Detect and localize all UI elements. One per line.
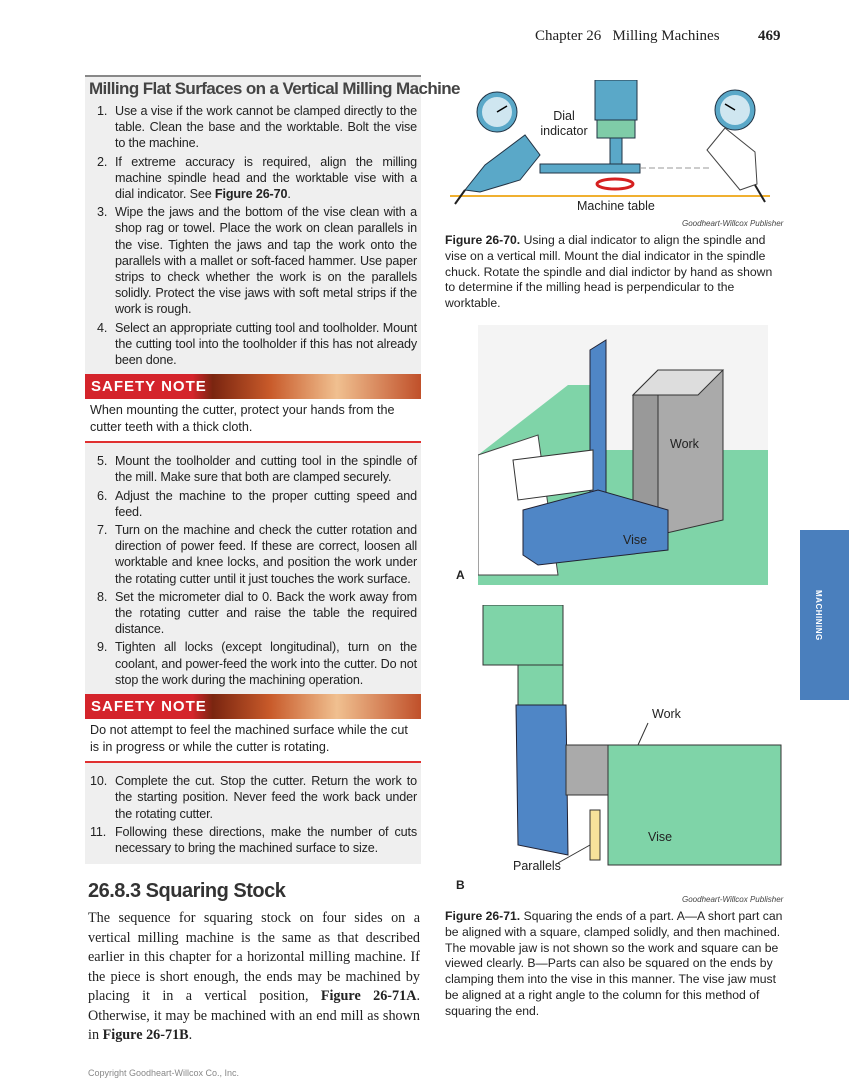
list-item <box>85 639 417 688</box>
safety-text: When mounting the cutter, protect your hands from the cutter teeth with a thick cloth. <box>85 399 421 443</box>
procedure-box <box>85 75 460 864</box>
step-text: Select an appropriate cutting tool and toolholder. Mount the cutting tool into the toolholder if this has not already been done. <box>115 320 417 368</box>
step-text: If extreme accuracy is required, align the milling machine spindle head and the worktable vise with a dial indicator. See <box>115 154 417 202</box>
list-item <box>85 320 417 369</box>
side-tab-label: MACHINING <box>814 590 823 641</box>
safety-text: Do not attempt to feel the machined surface while the cut is in progress or while the cutter is rotating. <box>85 719 421 763</box>
step-number: 1. <box>97 104 108 118</box>
chapter-label: Chapter 26 <box>535 28 602 44</box>
label-vise: Vise <box>648 830 673 844</box>
chapter-side-tab <box>800 530 849 700</box>
caption-number: Figure 26-71. <box>445 909 521 923</box>
figure-26-70-caption <box>445 233 785 312</box>
steps-list-2 <box>85 453 421 688</box>
step-text: Turn on the machine and check the cutter rotation and direction of power feed. If these are correct, loosen all worktable and knee locks, and position the work under the rotating cutter until it just touches the work surface. <box>115 523 417 586</box>
step-text: Adjust the machine to the proper cutting speed and feed. <box>115 488 417 519</box>
figure-credit: Goodheart-Willcox Publisher <box>682 219 784 228</box>
section-title: Squaring Stock <box>145 880 286 903</box>
list-item <box>85 154 417 203</box>
body-text: The sequence for squaring stock on four sides on a vertical milling machine is the same as that described earlier in this chapter for a horizontal milling machine. If the piece is short enough, the ends may be machined by placing it in a vertical position, <box>88 910 420 1005</box>
list-item <box>85 204 417 317</box>
step-number: 10. <box>90 774 108 789</box>
step-number: 2. <box>97 154 108 169</box>
list-item <box>85 453 417 485</box>
steps-list-1 <box>85 103 421 368</box>
section-number: 26.8.3 <box>88 880 141 903</box>
step-text: Following these directions, make the number of cuts necessary to bring the machined surface to size. <box>115 824 417 855</box>
label-work: Work <box>652 707 681 721</box>
body-text: . Otherwise, it may be machined with an end mill as shown in <box>88 988 420 1044</box>
safety-banner <box>85 694 421 719</box>
running-header <box>535 28 781 45</box>
dial-gauge-left-icon <box>477 92 517 132</box>
figure-ref[interactable]: Figure 26-71B <box>102 1027 189 1044</box>
figure-ref[interactable]: Figure 26-70 <box>214 187 288 202</box>
safety-note-1 <box>85 374 421 443</box>
section-heading <box>88 880 421 903</box>
figure-26-70-illustration <box>445 80 780 215</box>
label-machine-table: Machine table <box>577 199 655 213</box>
list-item <box>85 589 417 638</box>
copyright-footer: Copyright Goodheart-Willcox Co., Inc. <box>88 1067 240 1078</box>
list-item <box>85 773 417 822</box>
step-text: Mount the toolholder and cutting tool in the spindle of the mill. Make sure that both are clamped securely. <box>115 454 417 485</box>
safety-note-2 <box>85 694 421 763</box>
chapter-title: Milling Machines <box>612 28 720 44</box>
caption-number: Figure 26-70. <box>445 233 521 247</box>
step-text: . <box>287 187 291 202</box>
step-number: 5. <box>97 454 108 469</box>
label-work: Work <box>670 437 699 451</box>
caption-text: Squaring the ends of a part. A—A short part can be aligned with a square, clamped solidly, and then machined. The movable jaw is not shown so the work and square can be viewed clearly. B—Parts can also be squared on the ends by clamping them into the vise in this manner. The vise jaw must be aligned at a right angle to the column for this method of squaring the end. <box>445 909 783 1018</box>
step-text: Tighten all locks (except longitudinal), turn on the coolant, and power-feed the work into the cutter. Do not stop the work during the machining operation. <box>115 640 417 687</box>
section-body <box>88 909 420 1046</box>
figure-26-71b-illustration <box>478 605 783 875</box>
caption-text: Using a dial indicator to align the spindle and vise on a vertical mill. Mount the dial indicator in the spindle chuck. Rotate the spindle and dial indictor by hand as shown to determine if the milling head is perpendicular to the worktable. <box>445 233 773 311</box>
safety-banner <box>85 374 421 399</box>
figure-26-71-caption <box>445 909 785 1020</box>
step-text: Use a vise if the work cannot be clamped directly to the table. Clean the base and the worktable. Bolt the vise to the machine. <box>115 104 417 151</box>
steps-list-3 <box>85 773 421 856</box>
list-item <box>85 522 417 587</box>
label-vise: Vise <box>623 533 648 547</box>
page-number: 469 <box>758 28 781 44</box>
label-dial-indicator: Dial indicator <box>540 109 588 138</box>
step-number: 6. <box>97 488 108 503</box>
list-item <box>85 103 417 152</box>
label-parallels: Parallels <box>513 859 561 873</box>
left-column <box>85 75 460 1078</box>
label-b: B <box>456 878 465 892</box>
step-text: Wipe the jaws and the bottom of the vise clean with a shop rag or towel. Place the work on clean parallels in the vise. Tighten the jaws and tap the work onto the parallels with a mallet or soft-faced hammer. Use paper strips to check whether the work is on the parallels solidly. Protect the vise jaws with soft metal strips if the work is rough. <box>115 205 417 317</box>
list-item <box>85 824 417 856</box>
step-number: 3. <box>97 205 108 220</box>
label-a: A <box>456 568 465 582</box>
step-text: Complete the cut. Stop the cutter. Return the work to the starting position. Never feed the work back under the rotating cutter. <box>115 774 417 821</box>
step-number: 4. <box>97 320 108 335</box>
body-text: . <box>188 1027 193 1044</box>
step-number: 8. <box>97 589 108 604</box>
step-number: 9. <box>97 640 108 655</box>
step-number: 7. <box>97 523 108 538</box>
step-text: Set the micrometer dial to 0. Back the work away from the rotating cutter and raise the table the required distance. <box>115 589 417 637</box>
list-item <box>85 488 417 520</box>
step-number: 11. <box>90 824 107 839</box>
safety-label: SAFETY NOTE <box>91 378 207 396</box>
dial-gauge-right-icon <box>715 90 755 130</box>
figure-credit: Goodheart-Willcox Publisher <box>682 895 784 904</box>
figure-ref[interactable]: Figure 26-71A <box>320 988 417 1005</box>
safety-label: SAFETY NOTE <box>91 698 207 716</box>
rotation-arrow-icon <box>597 179 633 189</box>
box-title: Milling Flat Surfaces on a Vertical Milling Machine <box>89 79 460 98</box>
